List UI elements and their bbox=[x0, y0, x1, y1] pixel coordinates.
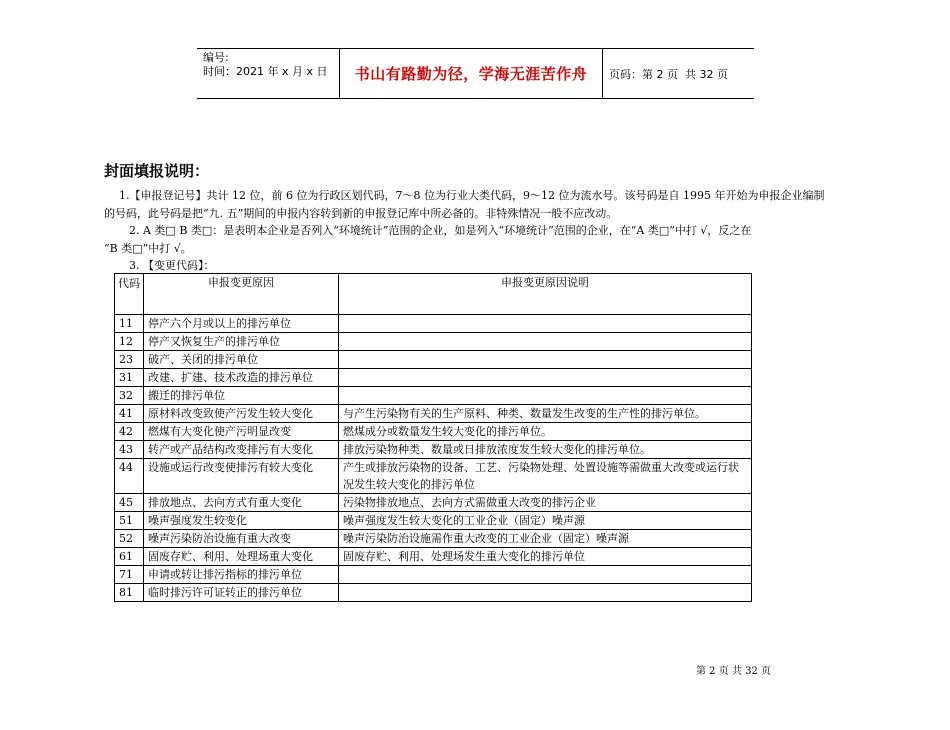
paragraph-2 bbox=[104, 222, 849, 258]
paragraph-2-line-2: “B 类□”中打 √。 bbox=[104, 242, 192, 255]
cell-code: 44 bbox=[115, 459, 144, 494]
cell-description: 污染物排放地点、去向方式需做重大改变的排污企业 bbox=[339, 494, 752, 512]
cell-reason: 破产、关闭的排污单位 bbox=[144, 351, 339, 369]
table-row bbox=[115, 405, 752, 423]
cell-reason: 停产又恢复生产的排污单位 bbox=[144, 333, 339, 351]
cell-code: 31 bbox=[115, 369, 144, 387]
page-footer: 第 2 页 共 32 页 bbox=[696, 666, 771, 677]
cell-reason: 停产六个月或以上的排污单位 bbox=[144, 315, 339, 333]
cell-reason: 排放地点、去向方式有重大变化 bbox=[144, 494, 339, 512]
paragraph-1-line-2: 的号码，此号码是把“九. 五”期间的申报内容转到新的申报登记库中所必备的。非特殊情况一般不应改动。 bbox=[104, 207, 618, 220]
page-info-text: 页码：第 2 页 共 32 页 bbox=[609, 67, 728, 81]
cell-reason: 搬迁的排污单位 bbox=[144, 387, 339, 405]
cell-description: 固废存贮、利用、处理场发生重大变化的排污单位 bbox=[339, 548, 752, 566]
header-page-info bbox=[603, 49, 754, 98]
table-row bbox=[115, 566, 752, 584]
cell-reason: 临时排污许可证转正的排污单位 bbox=[144, 584, 339, 602]
table-row bbox=[115, 548, 752, 566]
cell-reason: 原材料改变致使产污发生较大变化 bbox=[144, 405, 339, 423]
paragraph-3-line: 3. 【变更代码】： bbox=[129, 259, 215, 272]
cell-code: 51 bbox=[115, 512, 144, 530]
cell-description bbox=[339, 351, 752, 369]
table-row bbox=[115, 441, 752, 459]
page-header bbox=[197, 48, 754, 99]
column-header-description: 申报变更原因说明 bbox=[339, 274, 752, 315]
table-header-row bbox=[115, 274, 752, 315]
cell-code: 43 bbox=[115, 441, 144, 459]
table-row bbox=[115, 584, 752, 602]
cell-code: 71 bbox=[115, 566, 144, 584]
cell-reason: 转产或产品结构改变排污有大变化 bbox=[144, 441, 339, 459]
paragraph-1-line-1: 1.【申报登记号】共计 12 位，前 6 位为行政区划代码，7～8 位为行业大类代码，9～12 位为流水号。该号码是自 1995 年开始为申报企业编制 bbox=[119, 189, 825, 202]
paragraph-1 bbox=[104, 187, 849, 223]
cell-code: 81 bbox=[115, 584, 144, 602]
table-row bbox=[115, 387, 752, 405]
cell-description bbox=[339, 387, 752, 405]
column-header-code: 代码 bbox=[115, 274, 144, 315]
table-row bbox=[115, 459, 752, 494]
cell-reason: 噪声强度发生较变化 bbox=[144, 512, 339, 530]
cell-description bbox=[339, 566, 752, 584]
cell-description bbox=[339, 333, 752, 351]
cell-description: 噪声强度发生较大变化的工业企业（固定）噪声源 bbox=[339, 512, 752, 530]
table-row bbox=[115, 333, 752, 351]
cell-description bbox=[339, 584, 752, 602]
cell-code: 61 bbox=[115, 548, 144, 566]
cell-reason: 燃煤有大变化使产污明显改变 bbox=[144, 423, 339, 441]
cell-code: 23 bbox=[115, 351, 144, 369]
table-row bbox=[115, 494, 752, 512]
cell-description: 燃煤成分或数量发生较大变化的排污单位。 bbox=[339, 423, 752, 441]
table-row bbox=[115, 351, 752, 369]
cell-reason: 设施或运行改变使排污有较大变化 bbox=[144, 459, 339, 494]
cell-code: 45 bbox=[115, 494, 144, 512]
cell-description: 排放污染物种类、数量或日排放浓度发生较大变化的排污单位。 bbox=[339, 441, 752, 459]
change-code-table bbox=[114, 273, 752, 602]
cell-code: 32 bbox=[115, 387, 144, 405]
paragraph-2-line-1: 2. A 类□ B 类□：是表明本企业是否列入“环境统计”范围的企业，如是列入“环境统计”范围的企业，在“A 类□”中打 √，反之在 bbox=[129, 224, 752, 237]
cell-code: 42 bbox=[115, 423, 144, 441]
table-row bbox=[115, 315, 752, 333]
number-label: 编号: bbox=[203, 51, 229, 64]
table-row bbox=[115, 369, 752, 387]
cell-code: 11 bbox=[115, 315, 144, 333]
table-row bbox=[115, 512, 752, 530]
cell-reason: 固废存贮、利用、处理场重大变化 bbox=[144, 548, 339, 566]
column-header-reason: 申报变更原因 bbox=[144, 274, 339, 315]
cell-code: 52 bbox=[115, 530, 144, 548]
cell-reason: 噪声污染防治设施有重大改变 bbox=[144, 530, 339, 548]
cell-reason: 申请或转让排污指标的排污单位 bbox=[144, 566, 339, 584]
cell-description bbox=[339, 315, 752, 333]
cell-description bbox=[339, 369, 752, 387]
section-title: 封面填报说明： bbox=[104, 162, 210, 180]
cell-description: 与产生污染物有关的生产原料、种类、数量发生改变的生产性的排污单位。 bbox=[339, 405, 752, 423]
time-label: 时间：2021 年 x 月 x 日 bbox=[203, 65, 328, 78]
cell-reason: 改建、扩建、技术改造的排污单位 bbox=[144, 369, 339, 387]
cell-description: 噪声污染防治设施需作重大改变的工业企业（固定）噪声源 bbox=[339, 530, 752, 548]
cell-description: 产生或排放污染物的设备、工艺、污染物处理、处置设施等需做重大改变或运行状况发生较大变化的排污单位 bbox=[339, 459, 752, 494]
cell-code: 12 bbox=[115, 333, 144, 351]
cell-code: 41 bbox=[115, 405, 144, 423]
header-meta bbox=[197, 49, 340, 98]
header-motto: 书山有路勤为径，学海无涯苦作舟 bbox=[340, 49, 603, 98]
table-row bbox=[115, 423, 752, 441]
table-row bbox=[115, 530, 752, 548]
